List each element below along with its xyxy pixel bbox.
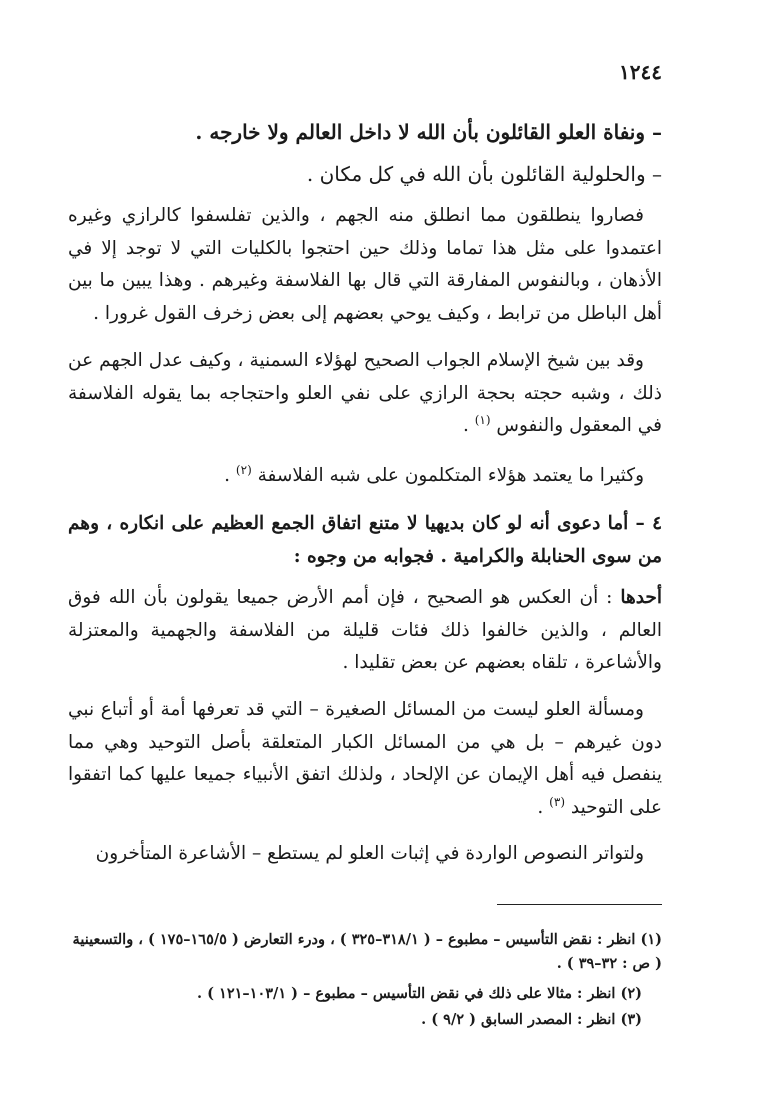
paragraph-6-text: ومسألة العلو ليست من المسائل الصغيرة – التي قد تعرفها أمة أو أتباع نبي دون غيرهم – بل هي من المسائل الكبار المتعلقة بأصل التوحيد وهي مما ينفصل فيه أهل الإيمان عن الإلحاد ، ولذلك اتفق الأنبياء جميعا عليها كما اتفقوا على التوحيد [68, 699, 662, 818]
footnote-1: (١) انظر : نقض التأسيس – مطبوع – ( ٣١٨/١–٣٢٥ ) ، ودرء التعارض ( ١٦٥/٥–١٧٥ ) ، والتسعينية ( ص : ٣٢–٣٩ ) . [72, 931, 662, 972]
bullet-line-2: – والحلولية القائلون بأن الله في كل مكان . [306, 162, 662, 186]
footnote-separator [497, 904, 662, 905]
paragraph-2-end: . [462, 415, 475, 436]
paragraph-6-end: . [537, 796, 550, 818]
paragraph-7 [68, 838, 662, 871]
footnote-3: (٣) انظر : المصدر السابق ( ٩/٢ ) . [421, 1011, 642, 1028]
bullet-line-1: – ونفاة العلو القائلون بأن الله لا داخل العالم ولا خارجه . [195, 120, 662, 144]
paragraph-5-text: : أن العكس هو الصحيح ، فإن أمم الأرض جميعا يقولون بأن الله فوق العالم ، والذين خالفوا ذلك فئات قليلة من الفلاسفة والجهمية والمعتزلة والأشاعرة ، تلقاه بعضهم عن بعض تقليدا . [68, 587, 662, 673]
paragraph-3-end: . [224, 465, 236, 486]
paragraph-1 [68, 200, 662, 330]
footnote-ref-3[interactable]: (٣) [549, 794, 565, 809]
paragraph-2-text: وقد بين شيخ الإسلام الجواب الصحيح لهؤلاء السمنية ، وكيف عدل الجهم عن ذلك ، وشبه حجته بحجة الرازي على نفي العلو واحتجاجه بما يقوله الفلاسفة في المعقول والنفوس [68, 350, 662, 436]
paragraph-7-text: ولتواتر النصوص الواردة في إثبات العلو لم يستطع – الأشاعرة المتأخرون [95, 843, 644, 864]
paragraph-3-text: وكثيرا ما يعتمد هؤلاء المتكلمون على شبه الفلاسفة [257, 465, 644, 486]
paragraph-1-text: فصاروا ينطلقون مما انطلق منه الجهم ، والذين تفلسفوا كالرازي وغيره اعتمدوا على مثل هذا تماما وذلك حين احتجوا بالكليات التي لا توجد إلا في الأذهان ، وبالنفوس المفارقة التي قال بها الفلاسفة وغيرهم . وهذا يبين ما بين أهل الباطل من ترابط ، وكيف يوحي بعضهم إلى بعض زخرف القول غرورا . [68, 205, 662, 324]
page-number: ١٢٤٤ [619, 60, 662, 84]
paragraph-3 [68, 460, 662, 493]
paragraph-2 [68, 345, 662, 443]
paragraph-5 [68, 582, 662, 680]
paragraph-4: ٤ – أما دعوى أنه لو كان بديهيا لا متنع اتفاق الجمع العظيم على انكاره ، وهم من سوى الحنابلة والكرامية . فجوابه من وجوه : [68, 513, 662, 567]
paragraph-6 [68, 694, 662, 824]
footnote-2: (٢) انظر : مثالا على ذلك في نقض التأسيس – مطبوع – ( ١٠٣/١–١٢١ ) . [197, 985, 642, 1002]
footnote-ref-1[interactable]: (١) [474, 412, 491, 427]
footnote-ref-2[interactable]: (٢) [235, 462, 252, 477]
paragraph-5-lead: أحدها [620, 587, 662, 608]
